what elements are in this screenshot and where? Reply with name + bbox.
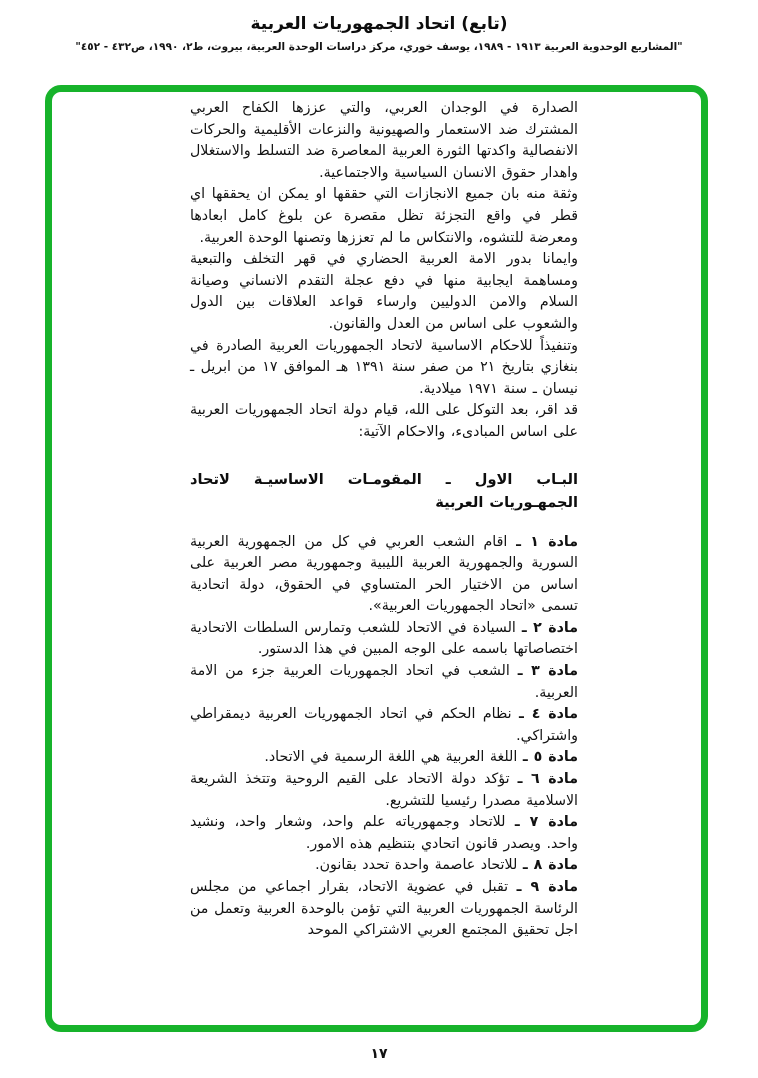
source-citation: "المشاريع الوحدوية العربية ١٩١٣ - ١٩٨٩، يوسف خوري، مركز دراسات الوحدة العربية، بيروت، ط٢، ١٩٩٠، ص٤٣٢ - ٤٥٢" [75, 41, 683, 53]
page-number: ١٧ [370, 1046, 388, 1062]
section-heading: البـاب الاول ـ المقومـات الاساسيـة لاتحاد الجمهـوريات العربية [190, 470, 578, 511]
article-paragraph: مادة ٥ ـ اللغة العربية هي اللغة الرسمية في الاتحاد. [264, 749, 578, 766]
article-paragraph: مادة ٦ ـ تؤكد دولة الاتحاد على القيم الروحية وتتخذ الشريعة الاسلامية مصدرا رئيسيا للتشريع. [190, 771, 578, 809]
article-paragraph: مادة ٨ ـ للاتحاد عاصمة واحدة تحدد بقانون. [315, 857, 578, 874]
article-paragraph: مادة ١ ـ اقام الشعب العربي في كل من الجمهورية العربية السورية والجمهورية العربية الليبية وجمهورية مصر العربية على اساس من الاختيار الحر المتساوي في الحقوق، دولة اتحادية تسمى «اتحاد الجمهوريات العربية». [190, 533, 578, 615]
article-paragraph: مادة ٧ ـ للاتحاد وجمهورياته علم واحد، وشعار واحد، ونشيد واحد. ويصدر قانون اتحادي بتنظيم هذه الامور. [190, 814, 578, 852]
article-label: مادة ٤ ـ [518, 706, 578, 723]
articles-list [190, 532, 578, 942]
preamble-paragraph: وتنفيذاً للاحكام الاساسية لاتحاد الجمهوريات العربية الصادرة في بنغازي بتاريخ ٢١ من صفر سنة ١٣٩١ هـ الموافق ١٧ من ابريل ـ نيسان ـ سنة ١٩٧١ ميلادية. [190, 337, 579, 397]
article-label: مادة ١ ـ [516, 533, 578, 550]
article-label: مادة ٥ ـ [522, 749, 578, 766]
article-label: مادة ٦ ـ [517, 771, 578, 788]
page-header [0, 0, 758, 53]
article-paragraph: مادة ٢ ـ السيادة في الاتحاد للشعب وتمارس السلطات الاتحادية اختصاصاتها باسمه على الوجه المبين في هذا الدستور. [190, 619, 578, 658]
article-label: مادة ٧ ـ [514, 814, 578, 831]
preamble-paragraph: الصدارة في الوجدان العربي، والتي عززها الكفاح العربي المشترك ضد الاستعمار والصهيونية والنزعات الأقليمية والحركات الانفصالية واكدتها الثورة العربية المعاصرة ضد التسلط والاستغلال واهدار حقوق الانسان السياسية والاجتماعية. [190, 100, 578, 181]
article-paragraph: مادة ٩ ـ تقبل في عضوية الاتحاد، بقرار اجماعي من مجلس الرئاسة الجمهوريات العربية التي تؤمن بالوحدة العربية وتعمل من اجل تحقيق المجتمع العربي الاشتراكي الموحد [190, 879, 578, 939]
preamble-paragraphs [190, 98, 578, 444]
article-label: مادة ٢ ـ [521, 619, 578, 636]
preamble-paragraph: وايمانا بدور الامة العربية الحضاري في قهر التخلف والتبعية ومساهمة ايجابية منها في دفع عجلة التقدم الانساني وصيانة السلام والامن الدوليين وارساء قواعد العلاقات بين الدول والشعوب على اساس من العدل والقانون. [190, 251, 578, 332]
preamble-paragraph: وثقة منه بان جميع الانجازات التي حققها او يمكن ان يحققها اي قطر في واقع التجزئة تظل مقصرة عن بلوغ كامل ابعادها ومعرضة للتشوه، والانتكاس ما لم تعززها وتصنها الوحدة العربية. [190, 186, 578, 246]
green-border-frame [45, 85, 708, 1032]
article-paragraph: مادة ٤ ـ نظام الحكم في اتحاد الجمهوريات العربية ديمقراطي واشتراكي. [190, 706, 578, 744]
article-label: مادة ٩ ـ [516, 879, 578, 895]
text-column [190, 98, 578, 942]
preamble-paragraph: قد اقر، بعد التوكل على الله، قيام دولة اتحاد الجمهوريات العربية على اساس المبادىء، والاحكام الآتية: [190, 402, 578, 440]
article-paragraph: مادة ٣ ـ الشعب في اتحاد الجمهوريات العربية جزء من الامة العربية. [190, 663, 578, 701]
page-title: (تابع) اتحاد الجمهوريات العربية [250, 14, 508, 34]
article-label: مادة ٨ ـ [522, 857, 578, 874]
article-label: مادة ٣ ـ [517, 663, 578, 680]
